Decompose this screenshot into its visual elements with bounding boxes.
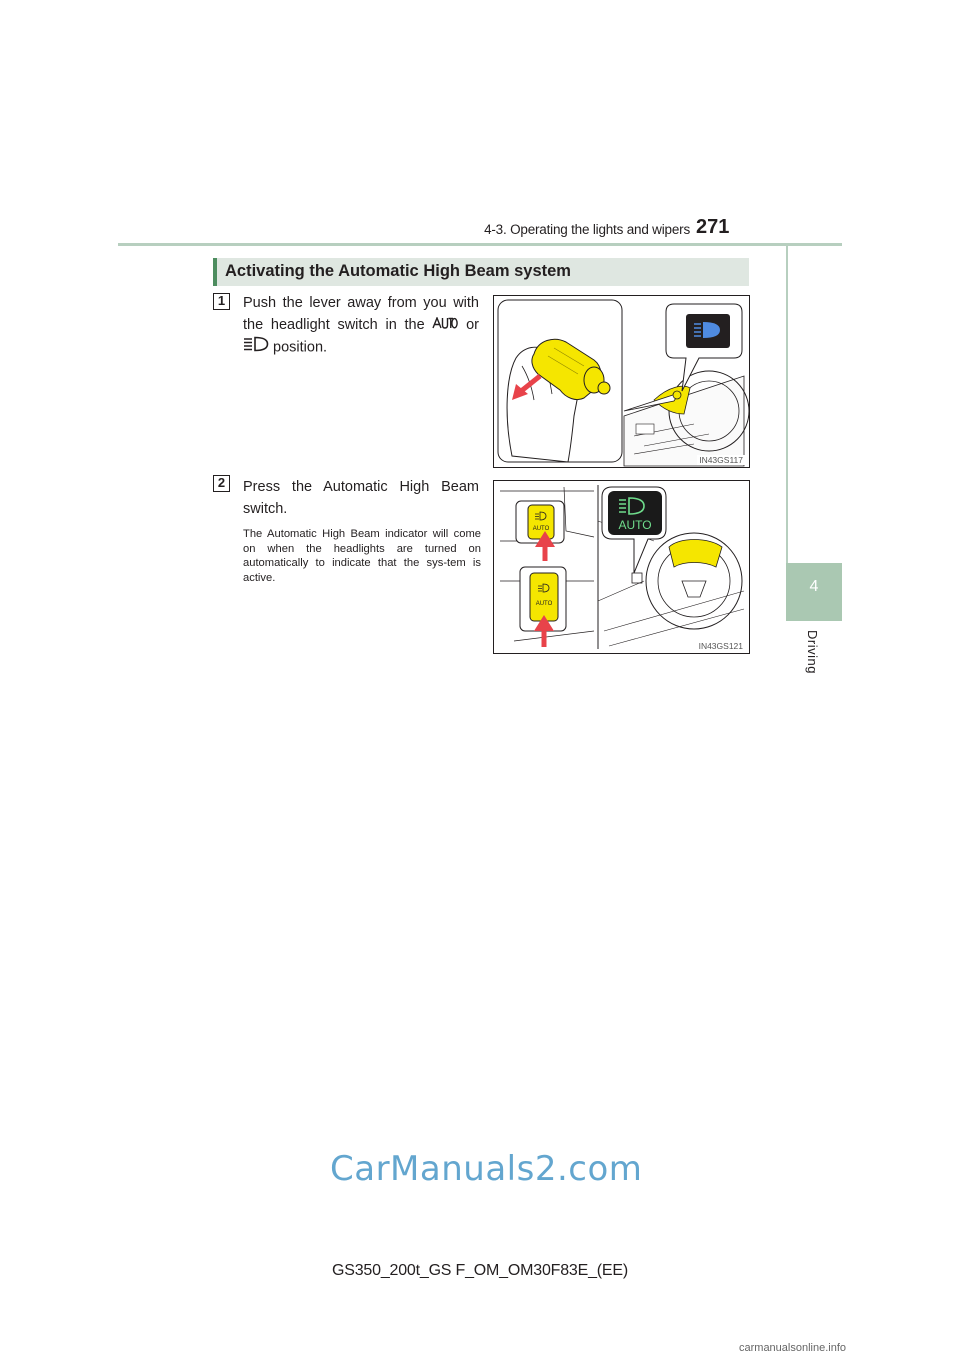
step-1-text	[243, 292, 479, 359]
step-number-1: 1	[213, 293, 230, 310]
step-1-text-or: or	[466, 317, 480, 333]
section-title: Activating the Automatic High Beam system	[225, 262, 571, 280]
svg-text:AUTO: AUTO	[532, 526, 550, 532]
chapter-number: 4	[809, 578, 819, 595]
svg-text:AUTO: AUTO	[535, 601, 553, 607]
header-rule	[118, 243, 842, 246]
indicator-auto-label: AUTO	[618, 518, 652, 532]
step-number-2: 2	[213, 475, 230, 492]
figure-2-code: IN43GS121	[698, 641, 743, 651]
side-tab-line	[786, 246, 788, 566]
running-header-section: 4-3. Operating the lights and wipers	[484, 222, 690, 237]
chapter-label: Driving	[805, 630, 820, 674]
step-2-text: Press the Automatic High Beam switch.	[243, 479, 479, 517]
page-number: 271	[696, 216, 730, 238]
step-2-note: The Automatic High Beam indicator will come on when the headlights are turned on automatically to indicate that the sys-tem is active.	[243, 528, 481, 584]
step-1-text-start: Push the lever away from you with the headlight switch in the	[243, 295, 479, 333]
auto-headlight-icon	[432, 314, 458, 336]
auto-high-beam-switch-illustration	[493, 480, 750, 654]
watermark-primary[interactable]: CarManuals2.com	[330, 1149, 643, 1189]
watermark-secondary[interactable]: carmanualsonline.info	[739, 1342, 847, 1354]
figure-1-code: IN43GS117	[699, 455, 743, 465]
headlight-on-icon	[243, 336, 269, 359]
document-code: GS350_200t_GS F_OM_OM30F83E_(EE)	[332, 1262, 628, 1279]
headlight-lever-illustration	[493, 295, 750, 468]
step-1-text-end: position.	[273, 339, 328, 356]
